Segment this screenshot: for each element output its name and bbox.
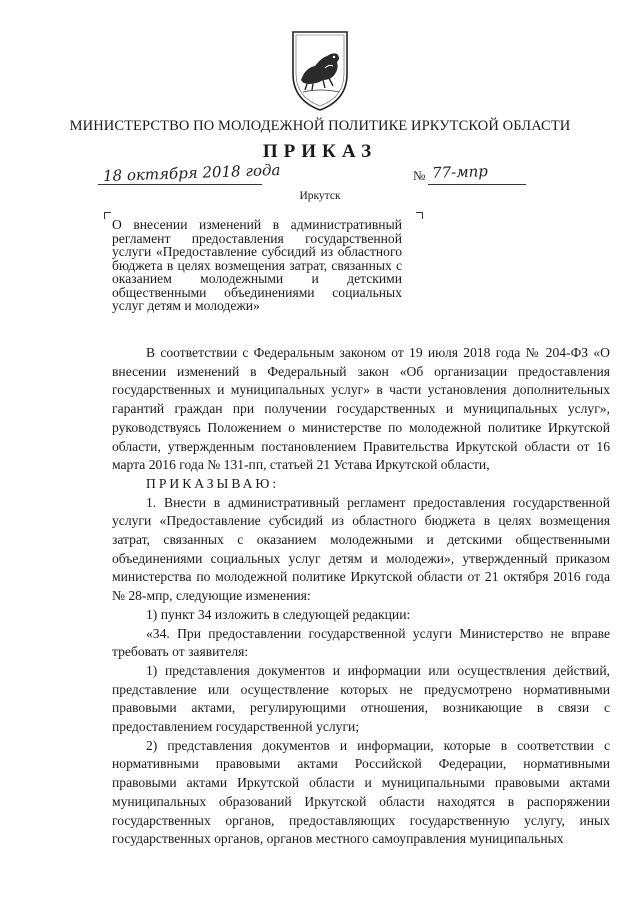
number-sign: № — [413, 168, 426, 183]
city-name: Иркутск — [299, 190, 341, 202]
date-underline — [98, 184, 262, 185]
subject-corner-right — [416, 212, 423, 219]
order-body — [112, 344, 610, 849]
orders-heading: ПРИКАЗЫВАЮ: — [146, 475, 280, 491]
order-subject: О внесении изменений в административный регламент предоставления государственной услуги «Предоставление субсидий из областного бюджета в целях возмещения затрат, связанных с оказанием молодежными и детскими общественными объединениями социальных услуг детям и молодежи» — [112, 217, 402, 313]
handwritten-number: 77-мпр — [431, 162, 489, 182]
number-underline — [428, 184, 526, 185]
point-34-subitem-1: 1) представления документов и информации или осуществления действий, представление или осуществление которых не предусмотрено нормативными правовыми актами, регулирующими отношения, возникающие в связи с предоставлением государственной услуги; — [112, 662, 610, 735]
point-34-paragraph: «34. При предоставлении государственной услуги Министерство не вправе требовать от заявителя: — [112, 625, 610, 660]
coat-of-arms-irkutsk-icon — [287, 28, 353, 112]
preamble-paragraph: В соответствии с Федеральным законом от 19 июля 2018 года № 204-ФЗ «О внесении изменений в Федеральный закон «Об организации предоставления государственных и муниципальных услуг» в части установления дополнительных гарантий граждан при получении государственных и муниципальных услуг», руководствуясь Положением о министерстве по молодежной политике Иркутской области, утвержденным постановлением Правительства Иркутской области от 16 марта 2016 года № 131-пп, статьей 21 Устава Иркутской области, — [112, 345, 610, 473]
document-type-title: ПРИКАЗ — [262, 141, 378, 162]
item-1-paragraph: 1. Внести в административный регламент предоставления государственной услуги «Предоставление субсидий из областного бюджета в целях возмещения затрат, связанных с оказанием молодежными и детскими общественными объединениями социальных услуг детям и молодежи», утвержденный приказом министерства по молодежной политике Иркутской области от 21 октября 2016 года № 28-мпр, следующие изменения: — [112, 494, 610, 604]
handwritten-date: 18 октября 2018 года — [102, 160, 281, 186]
ministry-name: МИНИСТЕРСТВО ПО МОЛОДЕЖНОЙ ПОЛИТИКЕ ИРКУТСКОЙ ОБЛАСТИ — [69, 118, 571, 134]
point-34-subitem-2: 2) представления документов и информации, которые в соответствии с нормативными правовыми актами Российской Федерации, нормативными правовыми актами Иркутской области и муниципальными правовыми актами муниципальных образований Иркутской области находятся в распоряжении государственных органов, предоставляющих государственную услугу, иных государственных органов, органов местного самоуправления муниципальных — [112, 737, 610, 847]
subject-corner-left — [104, 212, 111, 219]
subitem-paragraph: 1) пункт 34 изложить в следующей редакции: — [146, 606, 411, 622]
